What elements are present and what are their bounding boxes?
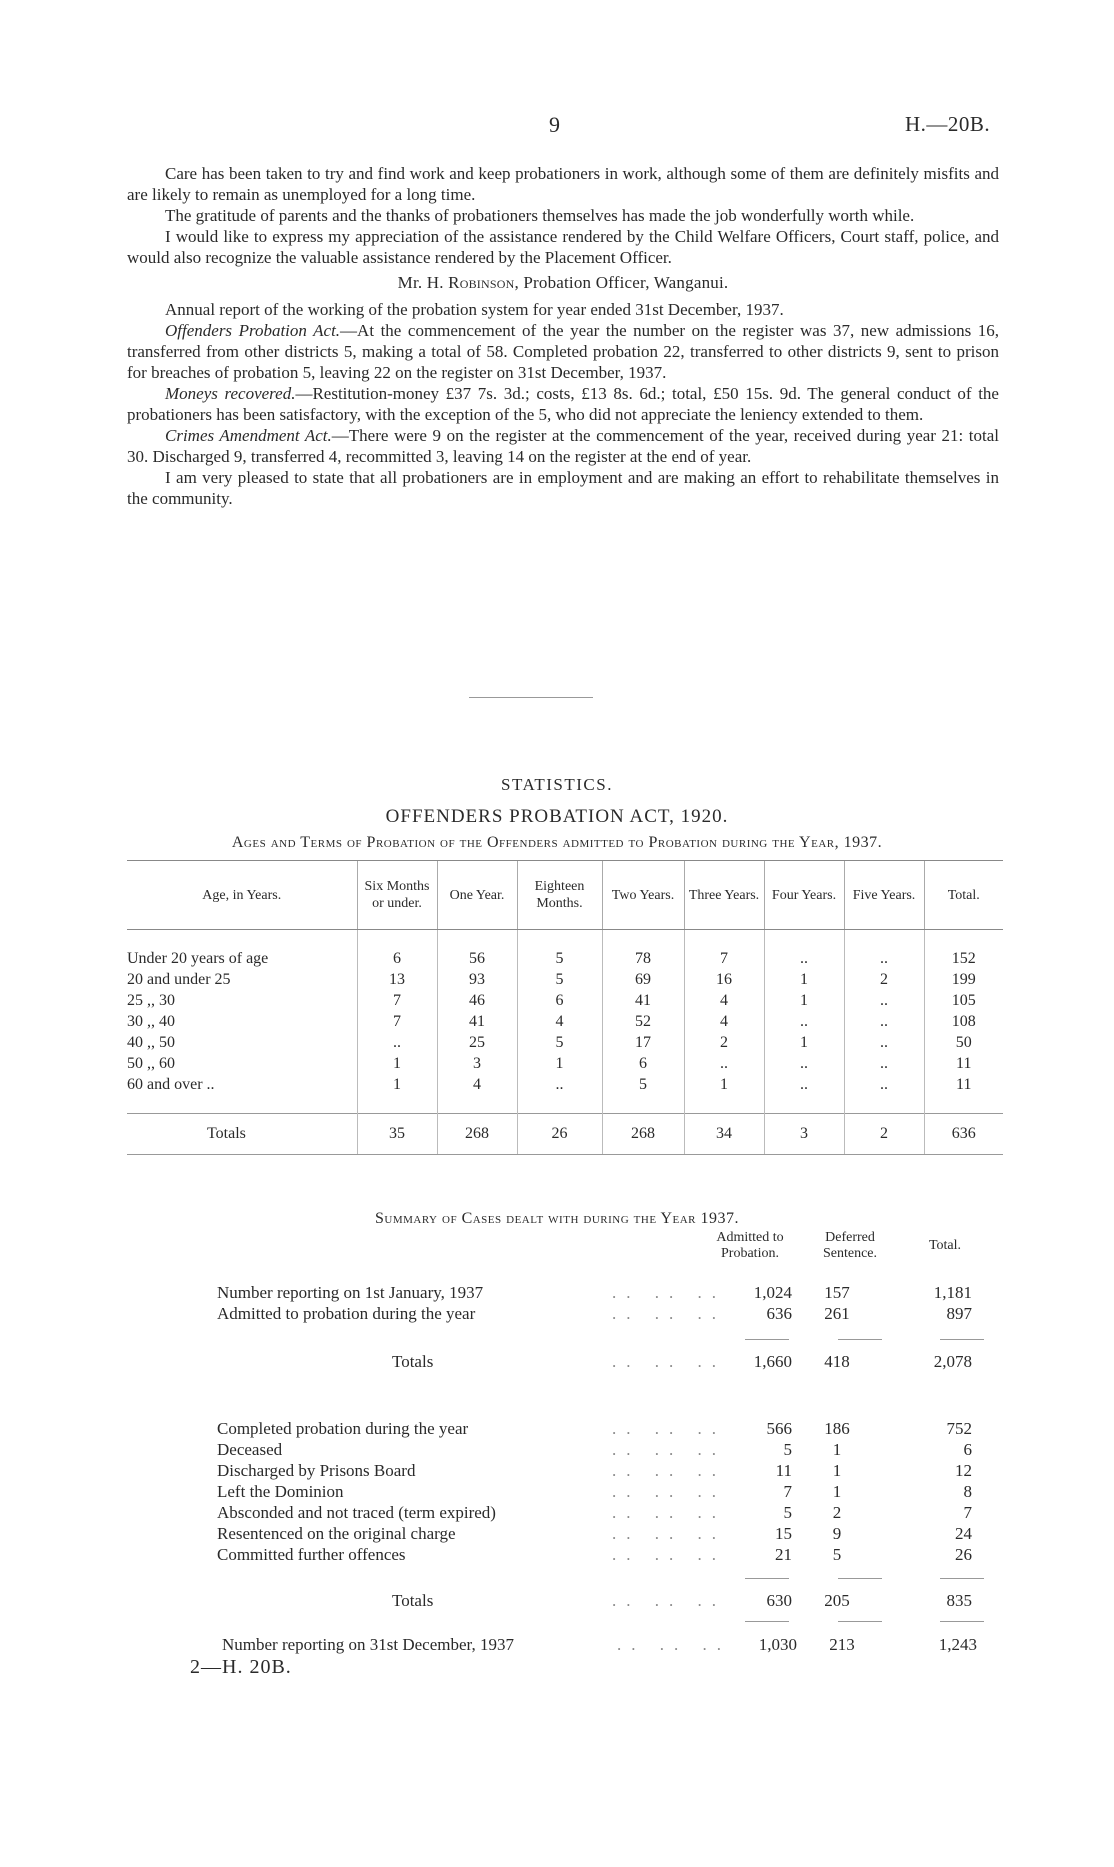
summary-value: 5 [783, 1503, 792, 1522]
table-cell: .. [844, 1053, 924, 1074]
table-row [127, 1011, 1003, 1032]
leader-dots: .. .. .. [612, 1503, 726, 1522]
table-cell: 46 [437, 990, 517, 1011]
table-cell: 7 [684, 948, 764, 969]
column-header: Eighteen Months. [517, 861, 602, 930]
table-cell: 50 [924, 1032, 1003, 1053]
table-cell: 1 [357, 1074, 437, 1095]
column-header: Three Years. [684, 861, 764, 930]
sum-rule [838, 1339, 882, 1340]
summary-value: 752 [946, 1419, 972, 1438]
table-cell: .. [844, 1011, 924, 1032]
column-header: Four Years. [764, 861, 844, 930]
summary-value: 630 [766, 1591, 792, 1610]
table-cell: 7 [357, 1011, 437, 1032]
table-cell: 5 [517, 969, 602, 990]
summary-value: 157 [824, 1283, 850, 1302]
totals-cell: 268 [437, 1114, 517, 1155]
summary-label: Number reporting on 31st December, 1937 [222, 1635, 515, 1654]
sum-rule [838, 1578, 882, 1579]
paragraph-intro: Annual report of the working of the probation system for year ended 31st December, 1937. [165, 300, 784, 319]
summary-value: 186 [824, 1419, 850, 1438]
column-header-admitted: Admitted to Probation. [716, 1230, 784, 1261]
totals-cell: 34 [684, 1114, 764, 1155]
table-cell: 69 [602, 969, 684, 990]
table-cell: 5 [517, 1032, 602, 1053]
summary-row [217, 1503, 977, 1524]
totals-cell: 3 [764, 1114, 844, 1155]
table-cell: .. [764, 1074, 844, 1095]
summary-value: 1,030 [758, 1635, 797, 1654]
age-label-cell: 25 ,, 30 [127, 991, 175, 1009]
ages-table-caption: Ages and Terms of Probation of the Offenders admitted to Probation during the Year, 1937. [231, 834, 883, 851]
officer-name: Robinson [448, 273, 515, 292]
leader-dots: .. .. .. [612, 1419, 726, 1438]
totals-label: Totals [127, 1114, 357, 1155]
summary-label: Admitted to probation during the year [217, 1304, 476, 1323]
summary-value: 261 [824, 1304, 850, 1323]
column-header: Two Years. [602, 861, 684, 930]
table-cell: 52 [602, 1011, 684, 1032]
table-cell: 2 [844, 969, 924, 990]
table-cell: 4 [517, 1011, 602, 1032]
table-cell: 25 [437, 1032, 517, 1053]
summary-label: Completed probation during the year [217, 1419, 469, 1438]
totals-cell: 26 [517, 1114, 602, 1155]
summary-label: Left the Dominion [217, 1482, 344, 1501]
summary-value: 9 [832, 1524, 842, 1543]
summary-value: 1,243 [938, 1635, 977, 1654]
summary-value: 1 [832, 1440, 842, 1459]
table-row [127, 1053, 1003, 1074]
table-cell: 41 [602, 990, 684, 1011]
column-header: One Year. [437, 861, 517, 930]
paragraph: I would like to express my appreciation of the assistance rendered by the Child Welfare Officers, Court staff, police, and would also recognize the valuable assistance rendered by the Placement Officer. [127, 227, 999, 267]
summary-caption: Summary of Cases dealt with during the Year 1937. [374, 1210, 740, 1227]
table-cell: .. [844, 948, 924, 969]
leader-dots: .. .. .. [612, 1524, 726, 1543]
totals-cell: 636 [924, 1114, 1003, 1155]
totals-cell: 2 [844, 1114, 924, 1155]
summary-value: 5 [783, 1440, 792, 1459]
table-cell: .. [844, 1074, 924, 1095]
summary-value: 1,024 [753, 1283, 792, 1302]
leader-dots: .. .. .. [612, 1545, 726, 1564]
summary-value: 8 [963, 1482, 972, 1501]
leader-dots: .. .. .. [612, 1304, 726, 1323]
table-cell: .. [764, 1011, 844, 1032]
summary-value: 5 [832, 1545, 842, 1564]
table-cell: 16 [684, 969, 764, 990]
summary-label: Committed further offences [217, 1545, 406, 1564]
totals-cell: 35 [357, 1114, 437, 1155]
summary-row [222, 1635, 982, 1656]
paragraph-crimes: Crimes Amendment Act.—There were 9 on the register at the commencement of the year, received during year 21: total 30. Discharged 9, transferred 4, recommitted 3, leaving 14 on the register at the end of year. [127, 426, 999, 466]
age-label-cell: 60 and over .. [127, 1075, 215, 1093]
table-cell: .. [764, 1053, 844, 1074]
summary-value: 26 [955, 1545, 972, 1564]
summary-value: 1,181 [933, 1283, 972, 1302]
table-cell: 105 [924, 990, 1003, 1011]
summary-value: 1 [832, 1461, 842, 1480]
table-cell: 11 [924, 1053, 1003, 1074]
table-cell: 1 [517, 1053, 602, 1074]
table-row [127, 969, 1003, 990]
summary-value: 24 [955, 1524, 972, 1543]
table-cell: 2 [684, 1032, 764, 1053]
summary-value: 2,078 [933, 1352, 972, 1371]
sum-rule [940, 1578, 984, 1579]
age-label-cell: 50 ,, 60 [127, 1054, 175, 1072]
leader-dots: .. .. .. [612, 1352, 726, 1371]
table-cell: 4 [684, 1011, 764, 1032]
paragraph-moneys: Moneys recovered.—Restitution-money £37 7s. 3d.; costs, £13 8s. 6d.; total, £50 15s. 9d. The general conduct of the probationers has been satisfactory, with the exception of the 5, who did not appreciate the leniency extended to them. [127, 384, 999, 424]
table-cell: .. [517, 1074, 602, 1095]
table-cell: 4 [684, 990, 764, 1011]
leader-dots: .. .. .. [612, 1482, 726, 1501]
ages-terms-table [127, 860, 1003, 1155]
summary-label: Totals [392, 1591, 434, 1610]
table-cell: 1 [684, 1074, 764, 1095]
table-row [127, 948, 1003, 969]
table-cell: 3 [437, 1053, 517, 1074]
summary-value: 636 [766, 1304, 792, 1323]
paragraph-closing: I am very pleased to state that all probationers are in employment and are making an effort to rehabilitate themselves in the community. [127, 468, 999, 508]
table-cell: 93 [437, 969, 517, 990]
table-cell: 6 [602, 1053, 684, 1074]
column-header: Age, in Years. [127, 861, 357, 930]
summary-row [217, 1419, 977, 1440]
summary-value: 1,660 [753, 1352, 792, 1371]
table-header-row [127, 861, 1003, 930]
section-divider [469, 697, 593, 698]
paragraph: The gratitude of parents and the thanks of probationers themselves has made the job wonderfully worth while. [165, 206, 915, 225]
age-label-cell: 30 ,, 40 [127, 1012, 175, 1030]
summary-row [217, 1304, 977, 1325]
table-row [127, 1074, 1003, 1095]
summary-value: 213 [829, 1635, 855, 1654]
summary-label: Resentenced on the original charge [217, 1524, 456, 1543]
summary-value: 12 [955, 1461, 972, 1480]
column-header-deferred: Deferred Sentence. [822, 1230, 878, 1261]
summary-value: 566 [766, 1419, 792, 1438]
summary-value: 418 [824, 1352, 850, 1371]
summary-row [217, 1283, 977, 1304]
table-cell: 6 [517, 990, 602, 1011]
table-cell: 56 [437, 948, 517, 969]
summary-totals-row [217, 1591, 977, 1612]
age-label-cell: Under 20 years of age [127, 949, 269, 967]
table-cell: 5 [517, 948, 602, 969]
summary-label: Deceased [217, 1440, 283, 1459]
table-row [127, 990, 1003, 1011]
table-cell: 1 [764, 1032, 844, 1053]
table-cell: .. [844, 1032, 924, 1053]
sum-rule [940, 1621, 984, 1622]
summary-value: 2 [832, 1503, 842, 1522]
summary-value: 11 [775, 1461, 792, 1480]
table-row [127, 1032, 1003, 1053]
sum-rule [745, 1339, 789, 1340]
summary-value: 1 [832, 1482, 842, 1501]
officer-heading: Mr. H. Robinson, Probation Officer, Wanganui. [397, 273, 729, 292]
leader-dots: .. .. .. [612, 1440, 726, 1459]
table-cell: 11 [924, 1074, 1003, 1095]
table-cell: 41 [437, 1011, 517, 1032]
column-header: Six Months or under. [357, 861, 437, 930]
table-cell: 1 [764, 990, 844, 1011]
summary-row [217, 1545, 977, 1566]
leader-dots: .. .. .. [612, 1283, 726, 1302]
sum-rule [940, 1339, 984, 1340]
table-cell: .. [684, 1053, 764, 1074]
paragraph-offenders: Offenders Probation Act.—At the commencement of the year the number on the register was 37, new admissions 16, transferred from other districts 5, making a total of 58. Completed probation 22, transferred to other districts 9, sent to prison for breaches of probation 5, leaving 22 on the register on 31st December, 1937. [127, 321, 999, 382]
table-cell: .. [844, 990, 924, 1011]
summary-row [217, 1524, 977, 1545]
summary-value: 7 [783, 1482, 792, 1501]
leader-dots: .. .. .. [612, 1461, 726, 1480]
table-cell: 1 [357, 1053, 437, 1074]
summary-value: 897 [946, 1304, 972, 1323]
totals-cell: 268 [602, 1114, 684, 1155]
act-title: OFFENDERS PROBATION ACT, 1920. [385, 806, 729, 827]
table-cell: 13 [357, 969, 437, 990]
summary-value: 205 [824, 1591, 850, 1610]
leader-dots: .. .. .. [612, 1591, 726, 1610]
page-footer: 2—H. 20B. [190, 1656, 292, 1678]
column-header: Five Years. [844, 861, 924, 930]
table-cell: 5 [602, 1074, 684, 1095]
summary-label: Number reporting on 1st January, 1937 [217, 1283, 484, 1302]
leader-dots: .. .. .. [617, 1635, 731, 1654]
summary-label: Totals [392, 1352, 434, 1371]
summary-value: 21 [775, 1545, 792, 1564]
page-number: 9 [549, 112, 560, 137]
sum-rule [745, 1578, 789, 1579]
paragraph: Care has been taken to try and find work and keep probationers in work, although some of them are definitely misfits and are likely to remain as unemployed for a long time. [127, 164, 999, 204]
summary-label: Absconded and not traced (term expired) [217, 1503, 496, 1522]
report-text-top [127, 163, 999, 509]
age-label-cell: 40 ,, 50 [127, 1033, 175, 1051]
summary-label: Discharged by Prisons Board [217, 1461, 416, 1480]
summary-row [217, 1482, 977, 1503]
table-cell: .. [357, 1032, 437, 1053]
summary-totals-row [217, 1352, 977, 1373]
summary-value: 6 [963, 1440, 972, 1459]
totals-row [127, 1114, 1003, 1155]
age-label-cell: 20 and under 25 [127, 970, 231, 988]
table-cell: 6 [357, 948, 437, 969]
sum-rule [745, 1621, 789, 1622]
summary-value: 835 [946, 1591, 972, 1610]
column-header: Total. [924, 861, 1003, 930]
column-header-total: Total. [928, 1238, 962, 1253]
page-reference: H.—20B. [905, 112, 991, 136]
sum-rule [838, 1621, 882, 1622]
table-cell: 1 [764, 969, 844, 990]
table-cell: 17 [602, 1032, 684, 1053]
summary-value: 15 [775, 1524, 792, 1543]
table-cell: .. [764, 948, 844, 969]
summary-row [217, 1461, 977, 1482]
summary-value: 7 [963, 1503, 972, 1522]
table-cell: 199 [924, 969, 1003, 990]
table-cell: 78 [602, 948, 684, 969]
table-cell: 108 [924, 1011, 1003, 1032]
statistics-title: STATISTICS. [501, 775, 613, 794]
table-cell: 152 [924, 948, 1003, 969]
table-cell: 4 [437, 1074, 517, 1095]
summary-row [217, 1440, 977, 1461]
table-cell: 7 [357, 990, 437, 1011]
